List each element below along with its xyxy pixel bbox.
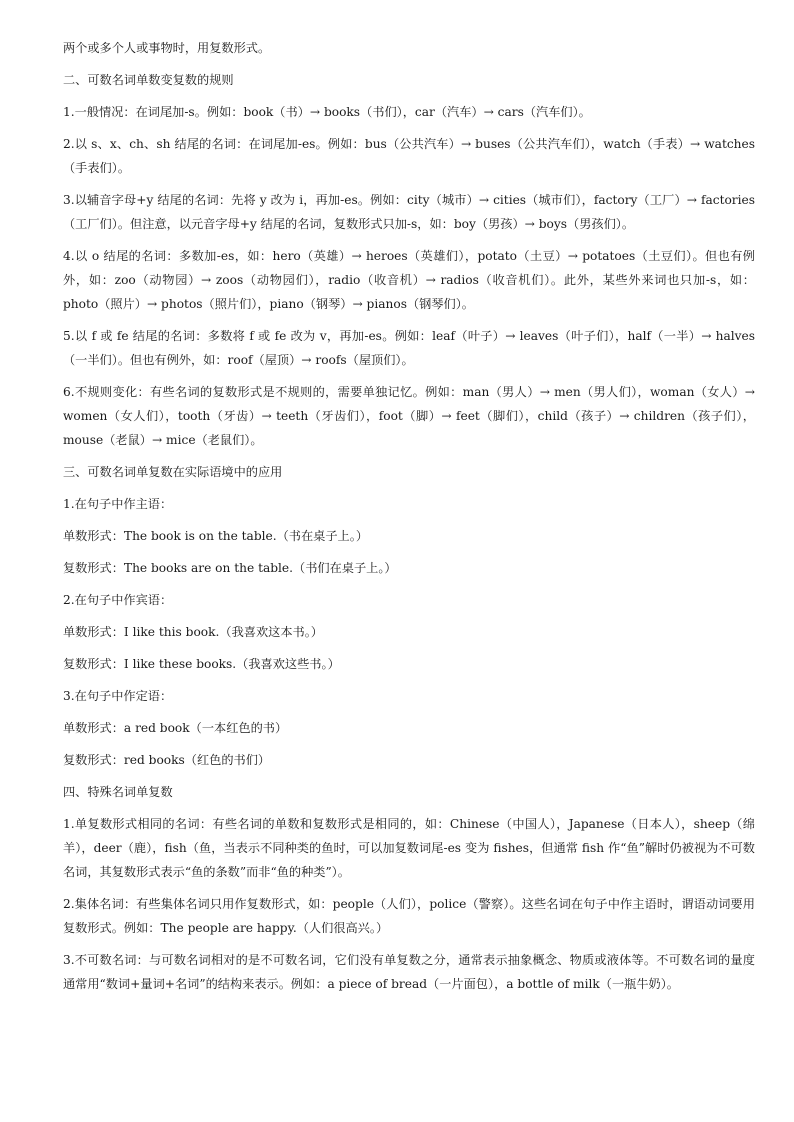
usage-2-plural-example: 复数形式：I like these books.（我喜欢这些书。） bbox=[63, 657, 340, 671]
rule-3-consonant-y: 3.以辅音字母+y 结尾的名词：先将 y 改为 i，再加-es。例如：city（城市）→ cities（城市们），factory（工厂）→ factories（工厂们）。但注意，以元音字母+y 结尾的名词，复数形式只加-s，如：boy（男孩）→ boys（男孩们）。 bbox=[63, 193, 755, 231]
rule-4-o-ending: 4.以 o 结尾的名词：多数加-es，如：hero（英雄）→ heroes（英雄们），potato（土豆）→ potatoes（土豆们）。但也有例外，如：zoo（动物园）→ zoos（动物园们），radio（收音机）→ radios（收音机们）。此外，某些外来词也只加-s，如：photo（照片）→ photos（照片们），piano（钢琴）→ pianos（钢琴们）。 bbox=[63, 249, 755, 311]
special-3-uncountable: 3.不可数名词：与可数名词相对的是不可数名词，它们没有单复数之分，通常表示抽象概念、物质或液体等。不可数名词的量度通常用“数词+量词+名词”的结构来表示。例如：a piece of bread（一片面包），a bottle of milk（一瓶牛奶）。 bbox=[63, 953, 755, 991]
special-1-same-form: 1.单复数形式相同的名词：有些名词的单数和复数形式是相同的，如：Chinese（中国人），Japanese（日本人），sheep（绵羊），deer（鹿），fish（鱼，当表示不同种类的鱼时，可以加复数词尾-es 变为 fishes，但通常 fish 作“鱼”解时仍被视为不可数名词，其复数形式表示“鱼的条数”而非“鱼的种类”）。 bbox=[63, 817, 755, 879]
usage-3-singular-example: 单数形式：a red book（一本红色的书） bbox=[63, 721, 288, 735]
rule-2-s-x-ch-sh: 2.以 s、x、ch、sh 结尾的名词：在词尾加-es。例如：bus（公共汽车）→ buses（公共汽车们），watch（手表）→ watches（手表们）。 bbox=[63, 137, 755, 175]
section-heading-3: 三、可数名词单复数在实际语境中的应用 bbox=[63, 465, 283, 479]
usage-2-singular-example: 单数形式：I like this book.（我喜欢这本书。） bbox=[63, 625, 323, 639]
rule-5-f-fe-ending: 5.以 f 或 fe 结尾的名词：多数将 f 或 fe 改为 v，再加-es。例如：leaf（叶子）→ leaves（叶子们），half（一半）→ halves（一半们）。但也有例外，如：roof（屋顶）→ roofs（屋顶们）。 bbox=[63, 329, 755, 367]
rule-6-irregular: 6.不规则变化：有些名词的复数形式是不规则的，需要单独记忆。例如：man（男人）→ men（男人们），woman（女人）→ women（女人们），tooth（牙齿）→ teeth（牙齿们），foot（脚）→ feet（脚们），child（孩子）→ children（孩子们），mouse（老鼠）→ mice（老鼠们）。 bbox=[63, 385, 755, 447]
document-page bbox=[63, 36, 755, 996]
paragraph-intro-fragment: 两个或多个人或事物时，用复数形式。 bbox=[63, 41, 271, 55]
usage-2-object: 2.在句子中作宾语： bbox=[63, 593, 173, 607]
usage-1-singular-example: 单数形式：The book is on the table.（书在桌子上。） bbox=[63, 529, 369, 543]
usage-3-attribute: 3.在句子中作定语： bbox=[63, 689, 173, 703]
section-heading-4: 四、特殊名词单复数 bbox=[63, 785, 173, 799]
rule-1-general: 1.一般情况：在词尾加-s。例如：book（书）→ books（书们），car（汽车）→ cars（汽车们）。 bbox=[63, 105, 591, 119]
usage-3-plural-example: 复数形式：red books（红色的书们） bbox=[63, 753, 271, 767]
usage-1-plural-example: 复数形式：The books are on the table.（书们在桌子上。） bbox=[63, 561, 397, 575]
usage-1-subject: 1.在句子中作主语： bbox=[63, 497, 173, 511]
section-heading-2: 二、可数名词单数变复数的规则 bbox=[63, 73, 234, 87]
special-2-collective: 2.集体名词：有些集体名词只用作复数形式，如：people（人们），police（警察）。这些名词在句子中作主语时，谓语动词要用复数形式。例如：The people are happy.（人们很高兴。） bbox=[63, 897, 755, 935]
